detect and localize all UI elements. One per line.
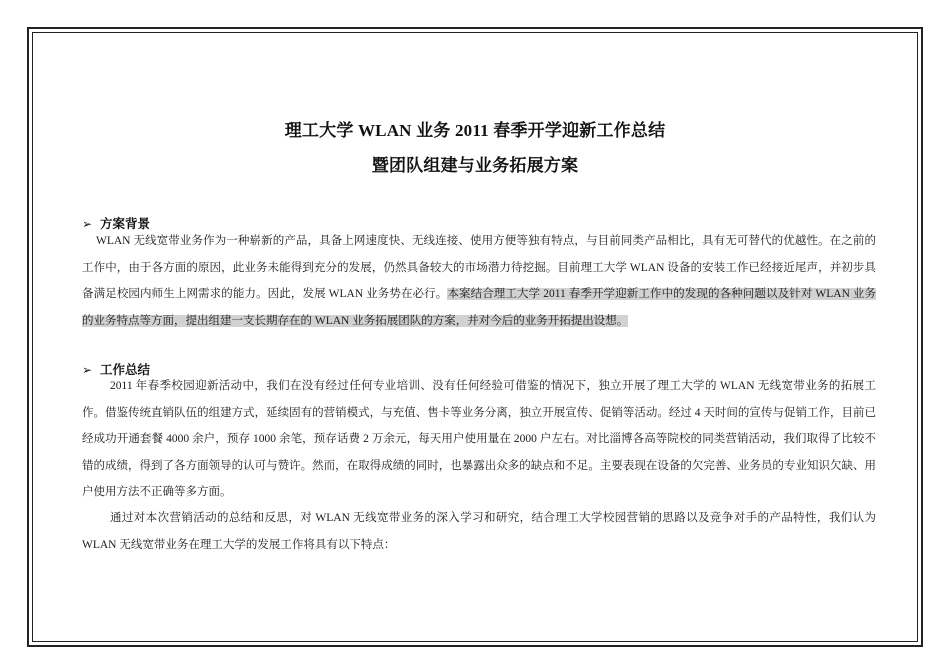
arrow-bullet-icon: ➢ bbox=[82, 217, 93, 231]
section-heading-label: 方案背景 bbox=[100, 216, 151, 231]
document-title: 理工大学 WLAN 业务 2011 春季开学迎新工作总结 bbox=[284, 121, 666, 140]
summary-paragraph-2: 通过对本次营销活动的总结和反思，对 WLAN 无线宽带业务的深入学习和研究，结合理工大学校园营销的思路以及竞争对手的产品特性，我们认为 WLAN 无线宽带业务在理工大学的发展工作将具有以下特点： bbox=[82, 512, 876, 551]
highlighted-text: 本案结合理工大学 2011 春季开学迎新工作中的发现的各种问题以及针对 WLAN 业务的业务特点等方面，提出组建一支长期存在的 WLAN 业务拓展团队的方案，并对今后的业务开拓提出设想。 bbox=[82, 288, 876, 327]
section-heading-label: 工作总结 bbox=[100, 362, 151, 377]
background-paragraph bbox=[82, 228, 876, 334]
document-subtitle: 暨团队组建与业务拓展方案 bbox=[371, 156, 579, 175]
arrow-bullet-icon: ➢ bbox=[82, 363, 93, 377]
background-text: WLAN 无线宽带业务作为一种崭新的产品，具备上网速度快、无线连接、使用方便等独有特点，与目前同类产品相比，具有无可替代的优越性。在之前的工作中，由于各方面的原因，此业务未能得到充分的发展，仍然具备较大的市场潜力待挖掘。目前理工大学 WLAN 设备的安装工作已经接近尾声，并初步具备满足校园内师生上网需求的能力。因此，发展 WLAN 业务势在必行。 bbox=[82, 235, 876, 300]
summary-paragraph-1: 2011 年春季校园迎新活动中，我们在没有经过任何专业培训、没有任何经验可借鉴的情况下，独立开展了理工大学的 WLAN 无线宽带业务的拓展工作。借鉴传统直销队伍的组建方式，延续固有的营销模式，与充值、售卡等业务分离，独立开展宣传、促销等活动。经过 4 天时间的宣传与促销工作，目前已经成功开通套餐 4000 余户，预存 1000 余笔，预存话费 2 万余元，每天用户使用量在 2000 户左右。对比淄博各高等院校的同类营销活动，我们取得了比较不错的成绩，得到了各方面领导的认可与赞许。然而，在取得成绩的同时，也暴露出众多的缺点和不足。主要表现在设备的欠完善、业务员的专业知识欠缺、用户使用方法不正确等多方面。 bbox=[82, 380, 876, 498]
